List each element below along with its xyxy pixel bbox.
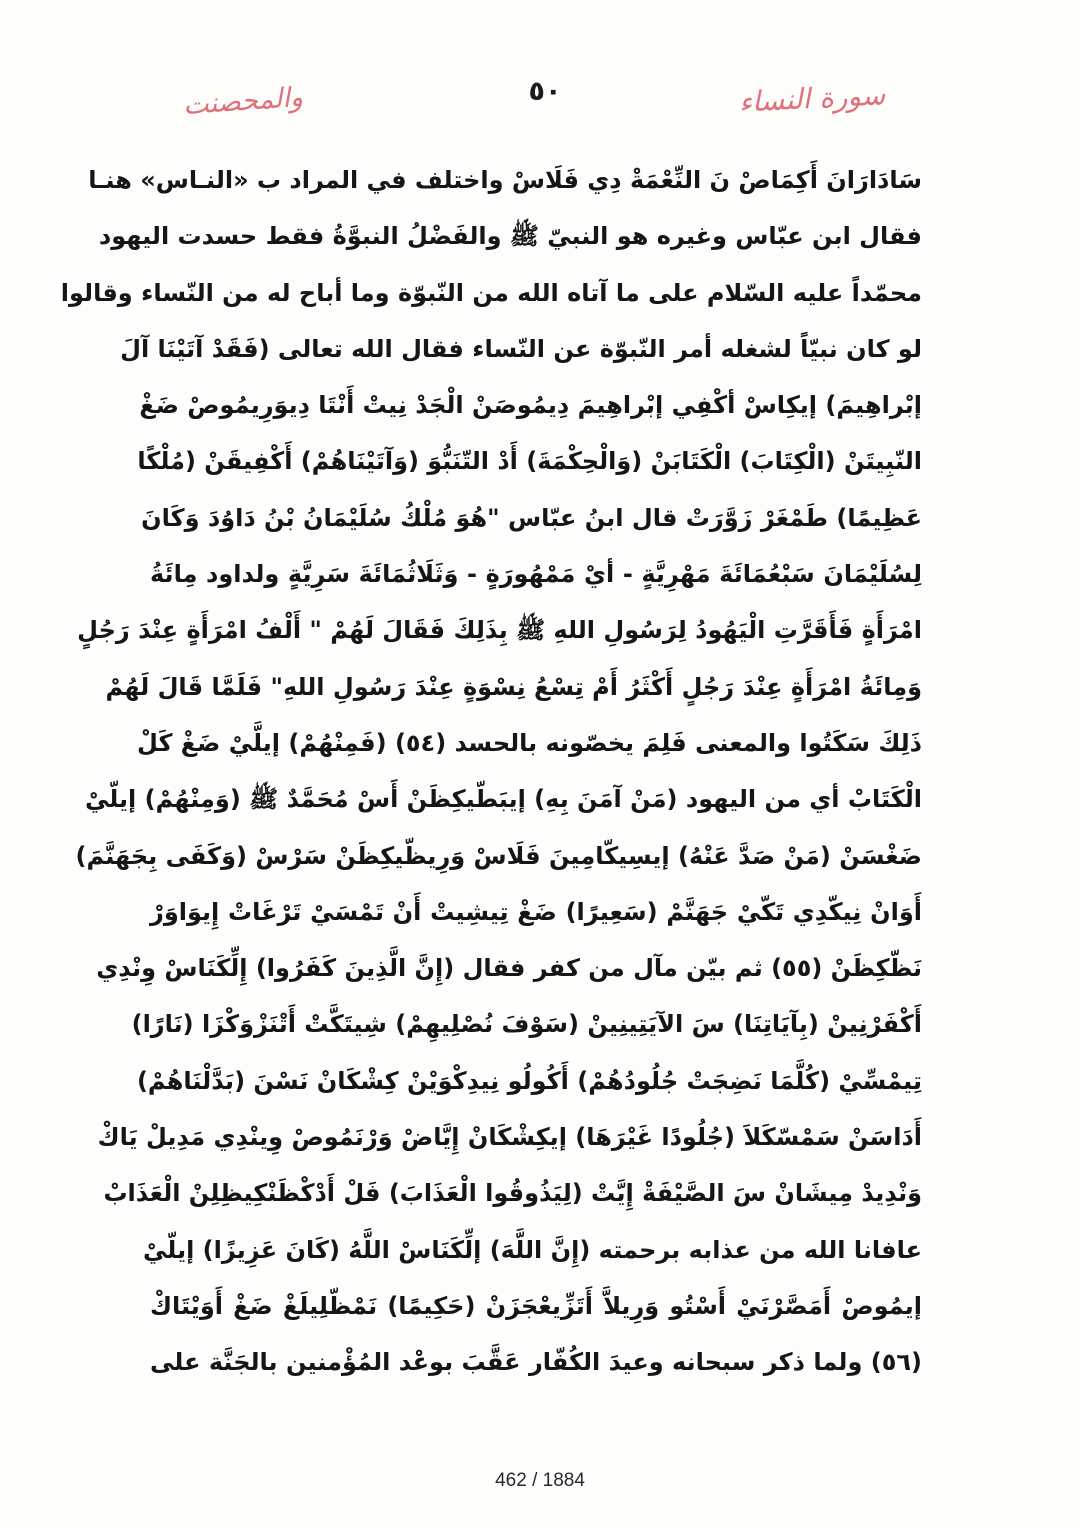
text-line: نَظّكِظَنْ (٥٥) ثم بيّن مآل من كفر فقال (إِنَّ الَّذِينَ كَفَرُوا) إِلِّكَنَاسْ وِنْدِي — [96, 954, 922, 983]
page-counter: 462 / 1884 — [495, 1470, 585, 1491]
text-line: تِيمْسِّيْ (كُلَّمَا نَضِجَتْ جُلُودُهُمْ) أَكُولُو نِيدِكْوَيْنْ كِشْكَانْ نَسْنَ (بَدَّلْنَاهُمْ) — [136, 1066, 922, 1095]
text-line: ضَغْسَنْ (مَنْ صَدَّ عَنْهُ) إيسِيكّامِينَ فَلَاسْ وَرِيظّيكِظَنْ سَرْسْ (وَكَفَى بِجَهَنَّمَ) — [75, 841, 922, 870]
surah-title-note: سورة النساء — [738, 78, 886, 119]
text-line: سَادَارَانَ أَكِمَاصْ نَ النِّعْمَةْ دِي فَلَاسْ واختلف في المراد ب «النـاس» هنـا — [88, 166, 922, 194]
text-line: محمّداً عليه السّلام على ما آتاه الله من النّبوّة وما أباح له من النّساء وقالوا — [60, 278, 922, 307]
text-line: لِسُلَيْمَانَ سَبْعُمَائَةَ مَهْرِيَّةٍ - أيْ مَمْهُورَةٍ - وَثَلَاثُمَائَةَ سَرِيَّةٍ ولداود مِائَةُ — [150, 560, 922, 589]
margin-note-left: والمحصنت — [182, 81, 304, 122]
text-line: الْكَتَابْ أي من اليهود (مَنْ آمَنَ بِهِ) إيبَطّيكِظَنْ أَسْ مُحَمَّدٌ ﷺ (وَمِنْهُمْ) إيلّيْ — [84, 785, 922, 814]
text-line: فقال ابن عبّاس وغيره هو النبيّ ﷺ والفَضْلُ النبوَّةُ فقط حسدت اليهود — [98, 222, 922, 251]
text-line: امْرَأَةٍ فَأَقَرَّتِ الْيَهُودُ لِرَسُولِ اللهِ ﷺ بِذَلِكَ فَقَالَ لَهُمْ " أَلْفُ امْرَأَةٍ عِنْدَ رَجُلٍ — [77, 616, 922, 645]
text-line: إبْراهِيمَ) إيكِاسْ أكْفِي إبْراهِيمَ دِيمُوصَنْ الْجَدْ نِيتْ أَنْتَا دِيوَرِيمُوصْ ضَغْ — [139, 391, 922, 420]
text-line: أَوَانْ نِيكّدِي تَكّيْ جَهَنَّمْ (سَعِيرًا) ضَغْ تِيشِيتْ أَنْ تَمْسَيْ تَرْغَاتْ إِيوَاوَرْ — [150, 897, 922, 926]
page-number: ٥٠ — [528, 76, 562, 107]
text-line: عَظِيمًا) طَمْغَرْ زَوَّرَتْ قال ابنُ عبّاس "هُوَ مُلْكُ سُلَيْمَانُ بْنُ دَاوُدَ وَكَانَ — [141, 503, 922, 532]
text-line: إيمُوصْ أَمَصَّرْنَيْ أَسْتُو وَرِيلاَّ أَتَزِّيعْجَزَنْ (حَكِيمًا) نَمْظّلِيلَغْ ضَغْ أَوَيْتَاكْ — [150, 1291, 922, 1320]
text-line: أَكْفَرْنِينْ (بِآيَاتِنَا) سَ الآيَتِينِينْ (سَوْفَ نُصْلِيهِمْ) شِيتَكَّتْ أَتْنَزْوَكْزَا (نَارًا) — [131, 1010, 922, 1039]
text-line: النّبِيتَنْ (الْكِتَابَ) الْكَتَابَنْ (وَالْحِكْمَةَ) أَدْ التّنَبُّوَ (وَآتَيْنَاهُمْ) أَكْفِيقَنْ (مُلْكًا — [137, 447, 922, 476]
text-line: ذَلِكَ سَكَتُوا والمعنى فَلِمَ يخصّونه بالحسد (٥٤) (فَمِنْهُمْ) إيلَّيْ ضَغْ كَلْ — [137, 728, 922, 757]
text-line: وَنْدِيدْ مِيشَانْ سَ الصَّيْفَةْ إِيَّتْ (لِيَذُوقُوا الْعَذَابَ) فَلْ أَدْكْظَنْكِيظِلِنْ الْعَذَابْ — [103, 1179, 922, 1208]
text-line: أَدَاسَنْ سَمْسّكَلاَ (جُلُودًا غَيْرَهَا) إيكِشْكَانْ إِيَّاضْ وَرْنَمُوصْ وِينْدِي مَدِيلْ يَاكْ — [97, 1123, 922, 1152]
text-line: (٥٦) ولما ذكر سبحانه وعيدَ الكُفّار عَقَّبَ بوعْد المُؤْمنين بالجَنَّة على — [150, 1348, 922, 1377]
text-line: وَمِائَةُ امْرَأَةٍ عِنْدَ رَجُلٍ أَكْثَرُ أَمْ تِسْعُ نِسْوَةٍ عِنْدَ رَسُولِ اللهِ" فَلَمَّا قَالَ لَهُمْ — [105, 672, 922, 701]
text-line: عافانا الله من عذابه برحمته (إِنَّ اللَّهَ) إلِّكَنَاسْ اللَّهُ (كَانَ عَزِيزًا) إيلّيْ — [143, 1235, 922, 1264]
text-line: لو كان نبيّاً لشغله أمر النّبوّة عن النّساء فقال الله تعالى (فَقَدْ آتَيْنَا آلَ — [120, 334, 922, 363]
body-text — [60, 152, 922, 1391]
